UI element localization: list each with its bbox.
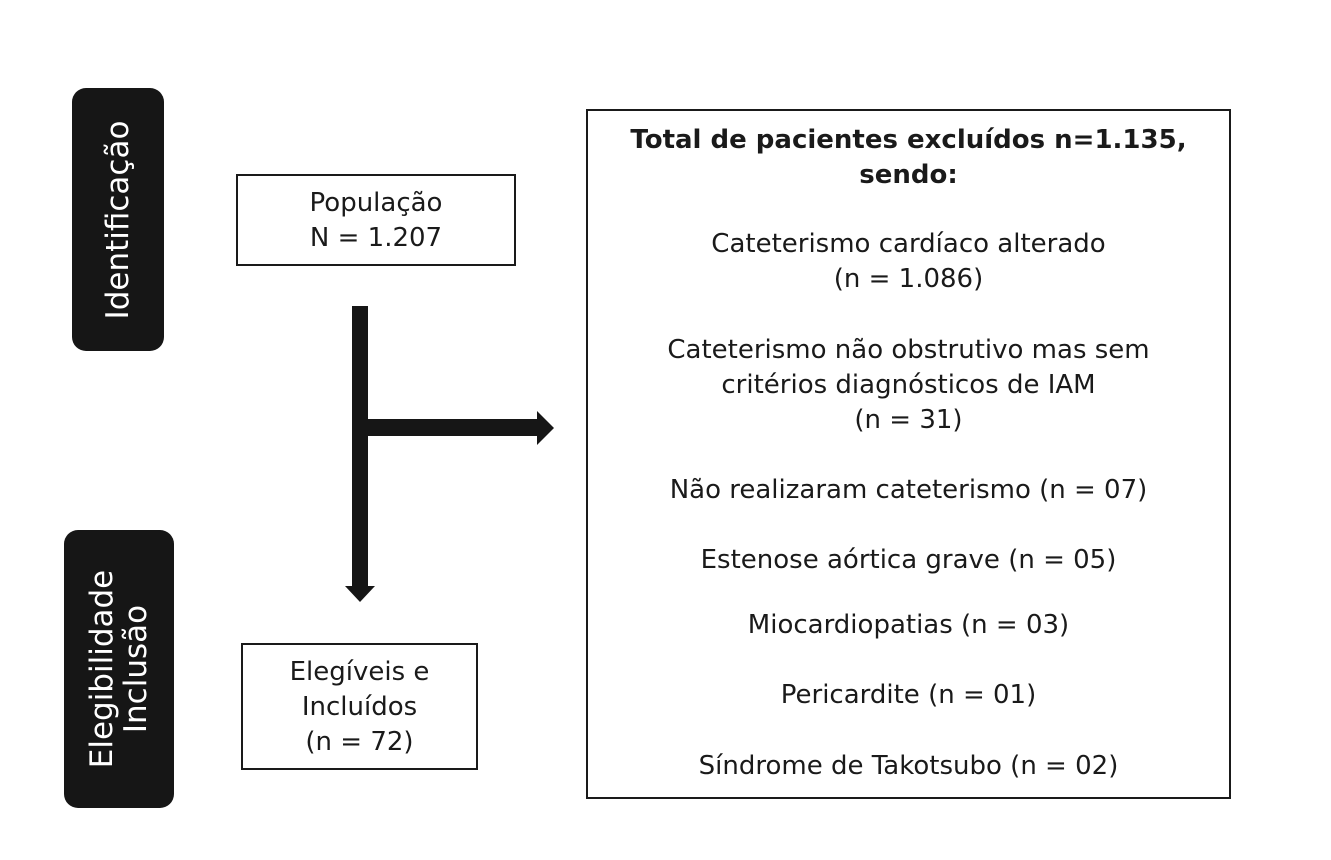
exclusion-item-text: Cateterismo não obstrutivo mas sem — [667, 335, 1150, 365]
excluded-title-line2: sendo: — [859, 160, 958, 190]
right-arrow-head — [537, 411, 554, 445]
exclusion-item-count: (n = 1.086) — [833, 264, 984, 294]
excluded-title-line1: Total de pacientes excluídos n=1.135, — [630, 125, 1187, 155]
included-label-line1: Elegíveis e — [289, 657, 430, 687]
exclusion-item-text: Estenose aórtica grave (n = 05) — [700, 545, 1117, 575]
stage-inclusion-text: Inclusão — [118, 604, 154, 734]
population-label: População — [309, 188, 443, 218]
exclusion-item-count: (n = 31) — [854, 405, 963, 435]
population-count: N = 1.207 — [309, 223, 443, 253]
exclusion-item-text: Cateterismo cardíaco alterado — [711, 229, 1106, 259]
stage-identification-text: Identificação — [100, 120, 136, 319]
stage-eligibility-text: Elegibilidade — [84, 569, 120, 769]
included-label-line2: Incluídos — [301, 692, 418, 722]
vertical-arrow-shaft — [352, 306, 368, 588]
exclusion-item-text: critérios diagnósticos de IAM — [721, 370, 1096, 400]
horizontal-arrow-shaft — [368, 419, 538, 436]
exclusion-item-text: Síndrome de Takotsubo (n = 02) — [698, 751, 1119, 781]
down-arrow-head — [345, 586, 375, 602]
exclusion-item-text: Miocardiopatias (n = 03) — [747, 610, 1070, 640]
included-count: (n = 72) — [305, 727, 414, 757]
exclusion-item-text: Não realizaram cateterismo (n = 07) — [669, 475, 1148, 505]
exclusion-item-text: Pericardite (n = 01) — [780, 680, 1037, 710]
